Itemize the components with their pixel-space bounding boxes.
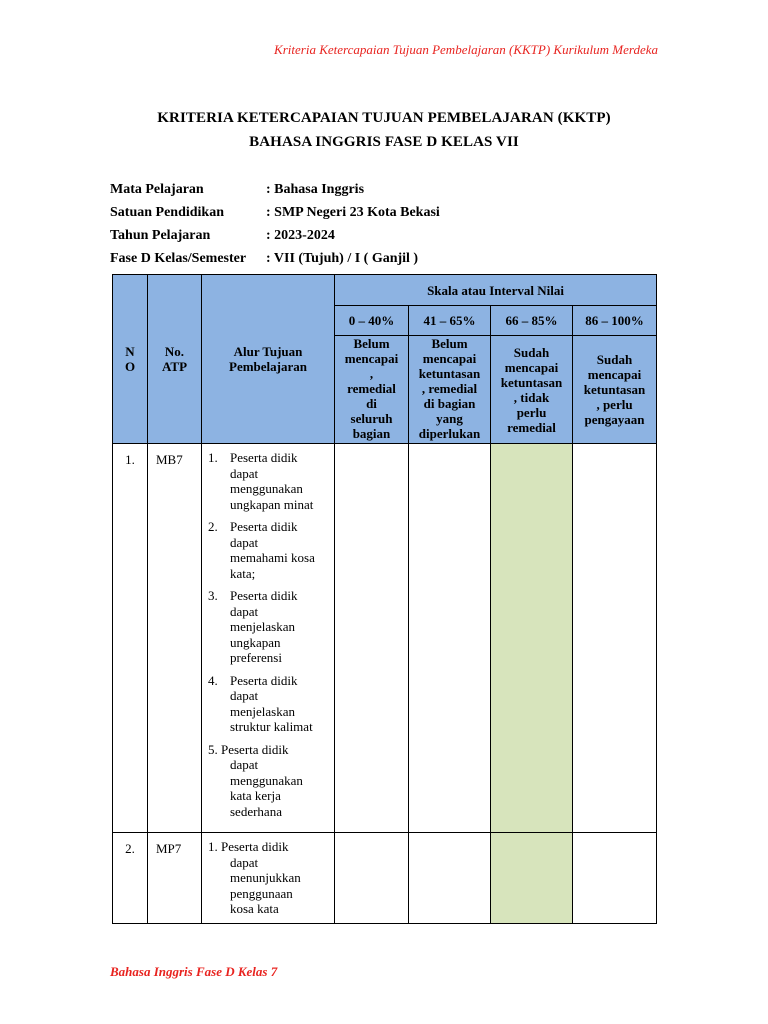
score-cell	[573, 444, 657, 833]
range-description: Belum mencapai , remedial di seluruh bagian	[335, 336, 409, 444]
table-row	[113, 444, 657, 833]
objective-number: 1.	[208, 839, 218, 854]
range-description: Belum mencapai ketuntasan , remedial di bagian yang diperlukan	[409, 336, 491, 444]
meta-key: Mata Pelajaran	[110, 182, 204, 197]
objective-text-first: Peserta didik	[221, 741, 289, 757]
score-cell	[335, 833, 409, 924]
objective-item	[208, 742, 328, 820]
meta-key: Satuan Pendidikan	[110, 205, 224, 220]
meta-key: Fase D Kelas/Semester	[110, 251, 247, 266]
score-cell	[409, 833, 491, 924]
objective-text-first: Peserta didik	[221, 839, 289, 854]
objective-number: 3.	[208, 588, 218, 603]
objective-text-first: Peserta didik	[230, 588, 298, 603]
objective-text-rest: dapat memahami kosa kata;	[230, 534, 315, 581]
meta-row	[110, 205, 440, 228]
table-row	[113, 833, 657, 924]
objective-number: 2.	[208, 519, 218, 534]
objective-item	[208, 673, 328, 735]
score-cell	[409, 444, 491, 833]
kktp-table	[112, 274, 657, 924]
meta-row	[110, 251, 440, 274]
score-cell	[335, 444, 409, 833]
objective-number: 5.	[208, 741, 218, 757]
score-cell-highlighted	[491, 833, 573, 924]
range-header: 66 – 85%	[491, 306, 573, 336]
objective-text-first: Peserta didik	[230, 519, 298, 534]
col-header-no-atp: No. ATP	[148, 275, 202, 444]
range-description: Sudah mencapai ketuntasan , tidak perlu remedial	[491, 336, 573, 444]
col-header-scale: Skala atau Interval Nilai	[335, 275, 657, 306]
row-objectives	[202, 444, 335, 833]
objective-text-rest: dapat menjelaskan ungkapan preferensi	[230, 603, 295, 665]
objective-number: 1.	[208, 450, 218, 465]
row-atp-code: MB7	[148, 444, 202, 833]
col-header-no: N O	[113, 275, 148, 444]
objective-text-first: Peserta didik	[230, 450, 298, 465]
document-title: KRITERIA KETERCAPAIAN TUJUAN PEMBELAJARAN (KKTP)	[157, 110, 611, 126]
running-footer: Bahasa Inggris Fase D Kelas 7	[110, 964, 278, 979]
row-objectives	[202, 833, 335, 924]
range-header: 41 – 65%	[409, 306, 491, 336]
meta-value: : 2023-2024	[266, 228, 335, 243]
row-number: 2.	[113, 833, 148, 924]
objective-text-rest: dapat menggunakan ungkapan minat	[230, 465, 314, 512]
objective-text-rest: dapat menunjukkan penggunaan kosa kata	[230, 854, 301, 916]
score-cell-highlighted	[491, 444, 573, 833]
range-header: 0 – 40%	[335, 306, 409, 336]
objective-text-rest: dapat menjelaskan struktur kalimat	[230, 688, 313, 734]
range-header: 86 – 100%	[573, 306, 657, 336]
meta-value: : SMP Negeri 23 Kota Bekasi	[266, 205, 440, 220]
meta-key: Tahun Pelajaran	[110, 228, 211, 243]
meta-row	[110, 182, 440, 205]
row-atp-code: MP7	[148, 833, 202, 924]
running-header: Kriteria Ketercapaian Tujuan Pembelajaran (KKTP) Kurikulum Merdeka	[274, 42, 658, 57]
objective-text-first: Peserta didik	[230, 672, 298, 688]
header-row-scale	[113, 275, 657, 306]
range-description: Sudah mencapai ketuntasan , perlu pengayaan	[573, 336, 657, 444]
objective-number: 4.	[208, 672, 218, 688]
objective-item	[208, 839, 328, 917]
row-number: 1.	[113, 444, 148, 833]
col-header-alur: Alur Tujuan Pembelajaran	[202, 275, 335, 444]
score-cell	[573, 833, 657, 924]
meta-row	[110, 228, 440, 251]
objective-item	[208, 519, 328, 581]
objective-text-rest: dapat menggunakan kata kerja sederhana	[230, 757, 303, 819]
objective-item	[208, 450, 328, 512]
objective-item	[208, 588, 328, 666]
meta-value: : VII (Tujuh) / I ( Ganjil )	[266, 251, 419, 266]
identity-info	[110, 182, 440, 274]
meta-value: : Bahasa Inggris	[266, 182, 365, 197]
document-subtitle: BAHASA INGGRIS FASE D KELAS VII	[249, 134, 519, 150]
